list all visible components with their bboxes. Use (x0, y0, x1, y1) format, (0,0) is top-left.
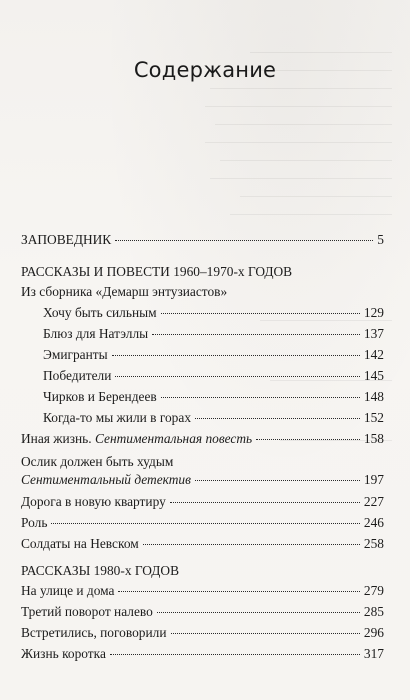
toc-entry[interactable] (21, 583, 384, 599)
toc-entry-title: Иная жизнь. (21, 431, 92, 446)
toc-entry-label: Когда-то мы жили в горах (43, 410, 192, 425)
toc-entry-page: 137 (363, 326, 384, 341)
toc-entry-label: Хочу быть сильным (43, 305, 157, 320)
leader-dots (110, 654, 360, 655)
toc-entry-label: Роль (21, 515, 48, 530)
leader-dots (143, 544, 360, 545)
toc-entry-label: На улице и дома (21, 583, 115, 598)
toc-entry[interactable] (43, 389, 384, 405)
toc-entry-page: 317 (363, 646, 384, 661)
toc-entry-page: 142 (363, 347, 384, 362)
toc-entry-page: 148 (363, 389, 384, 404)
toc-entry-label: Эмигранты (43, 347, 108, 362)
toc-entry[interactable] (21, 604, 384, 620)
toc-entry-page: 152 (363, 410, 384, 425)
toc-entry[interactable] (21, 515, 384, 531)
toc-entry-page: 258 (363, 536, 384, 551)
toc-entry-page: 129 (363, 305, 384, 320)
toc-entry-label: Блюз для Натэллы (43, 326, 149, 341)
toc-entry-page: 197 (363, 472, 384, 487)
leader-dots (171, 633, 360, 634)
toc-entry-label: Жизнь коротка (21, 646, 106, 661)
leader-dots (170, 502, 360, 503)
toc-entry-page: 285 (363, 604, 384, 619)
toc-entry[interactable] (21, 494, 384, 510)
toc-entry-label: Третий поворот налево (21, 604, 153, 619)
toc-entry-page: 227 (363, 494, 384, 509)
toc-entry[interactable] (21, 646, 384, 662)
leader-dots (118, 591, 359, 592)
leader-dots (161, 397, 360, 398)
collection-subheading: Из сборника «Демарш энтузиастов» (21, 284, 228, 299)
leader-dots (115, 240, 373, 241)
toc-entry-label (21, 431, 252, 447)
toc-entry[interactable] (21, 431, 384, 447)
leader-dots (195, 418, 360, 419)
page-title: Содержание (133, 58, 277, 82)
toc-entry-genre: Сентиментальная повесть (94, 431, 253, 446)
toc-entry[interactable] (21, 472, 384, 488)
toc-entry[interactable] (43, 368, 384, 384)
leader-dots (112, 355, 360, 356)
toc-entry[interactable] (21, 232, 384, 248)
toc-entry-genre: Сентиментальный детектив (21, 472, 191, 487)
leader-dots (152, 334, 360, 335)
leader-dots (161, 313, 360, 314)
toc-entry-label: Солдаты на Невском (21, 536, 139, 551)
toc-entry-label (21, 472, 191, 488)
toc-entry-label: ЗАПОВЕДНИК (21, 232, 112, 247)
toc-entry-page: 279 (363, 583, 384, 598)
toc-entry[interactable] (43, 326, 384, 342)
toc-entry-label: Победители (43, 368, 112, 383)
toc-entry[interactable] (21, 625, 384, 641)
toc-entry-page: 158 (363, 431, 384, 446)
leader-dots (195, 480, 360, 481)
toc-entry-page: 296 (363, 625, 384, 640)
toc-entry[interactable] (43, 410, 384, 426)
toc-entry[interactable] (43, 305, 384, 321)
toc-entry-label: Чирков и Берендеев (43, 389, 157, 404)
leader-dots (115, 376, 360, 377)
toc-entry-page: 5 (377, 232, 384, 247)
toc-entry[interactable] (43, 347, 384, 363)
leader-dots (157, 612, 360, 613)
section-heading: РАССКАЗЫ 1980-х ГОДОВ (21, 563, 180, 578)
toc-entry-label: Дорога в новую квартиру (21, 494, 166, 509)
toc-entry-label: Встретились, поговорили (21, 625, 167, 640)
toc-entry-page: 246 (363, 515, 384, 530)
toc-entry-page: 145 (363, 368, 384, 383)
toc-entry[interactable] (21, 536, 384, 552)
leader-dots (256, 439, 360, 440)
leader-dots (51, 523, 359, 524)
section-heading: РАССКАЗЫ И ПОВЕСТИ 1960–1970-х ГОДОВ (21, 264, 293, 279)
toc-entry-title-line[interactable]: Ослик должен быть худым (21, 454, 174, 469)
